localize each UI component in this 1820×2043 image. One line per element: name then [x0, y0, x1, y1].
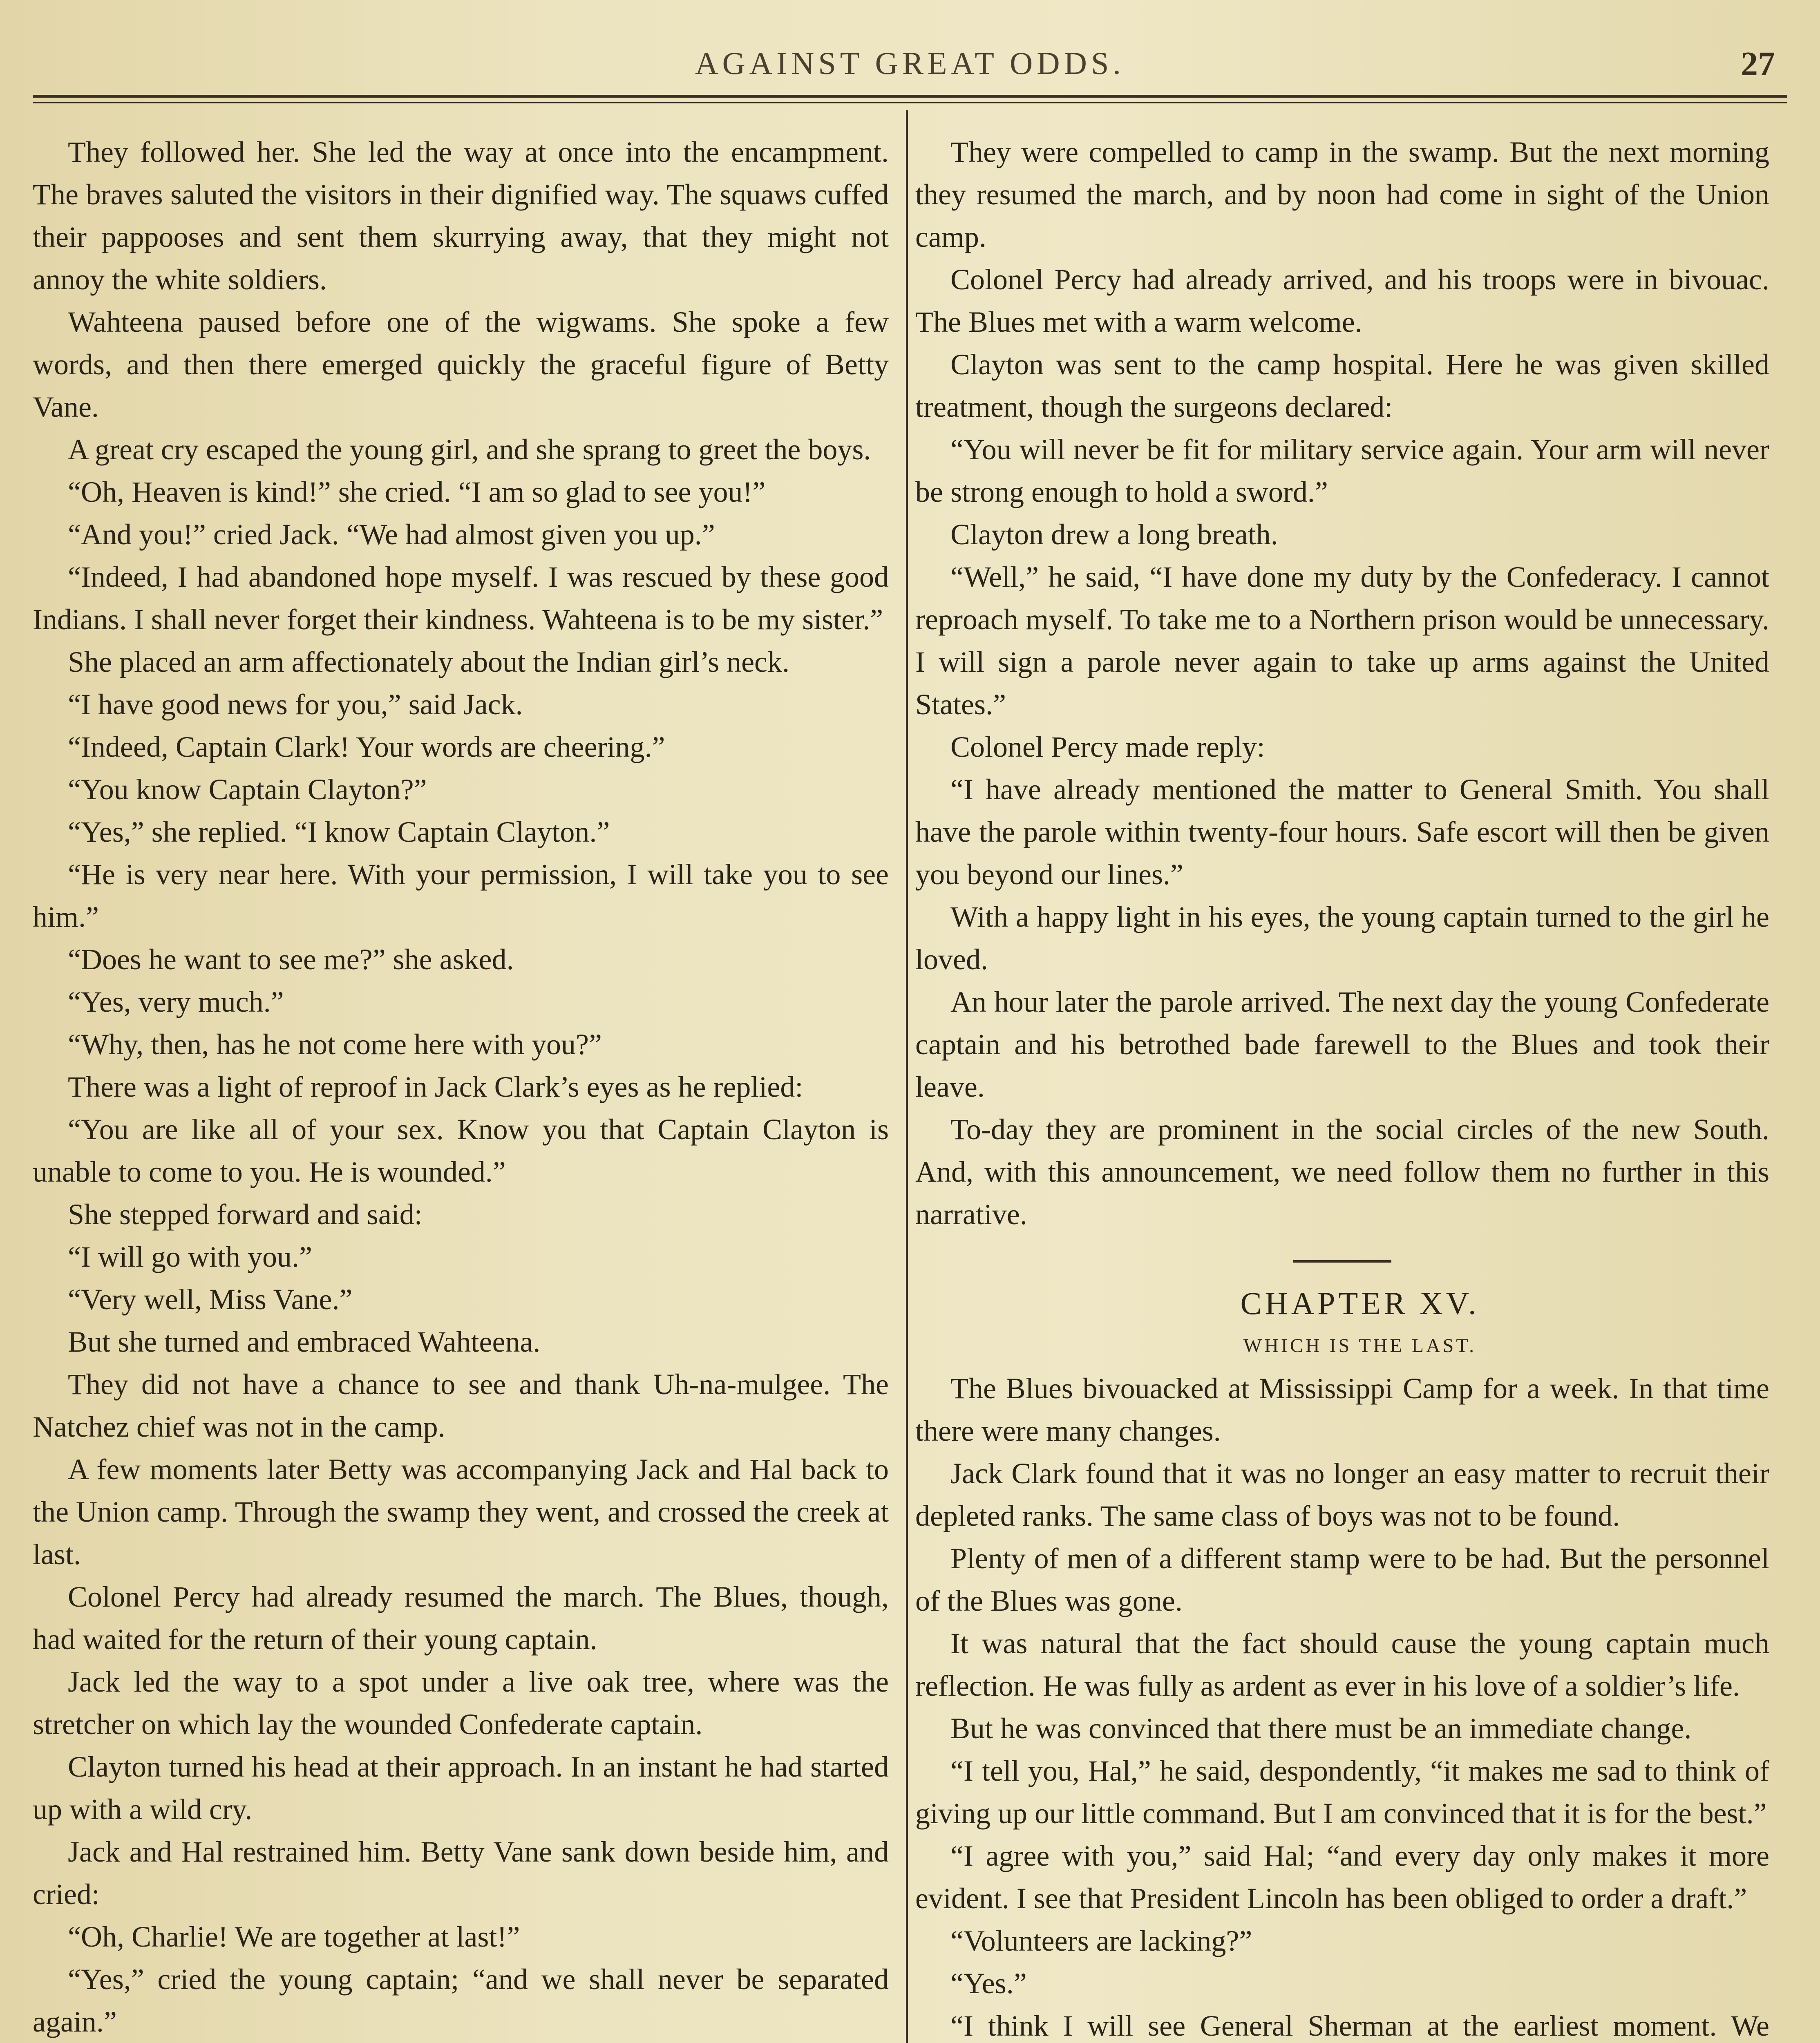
paragraph: A few moments later Betty was accompanying Jack and Hal back to the Union camp. Through the swamp they went, and crossed the creek at last.	[33, 1453, 889, 1571]
paragraph: “Yes,” cried the young captain; “and we shall never be separated again.”	[33, 1963, 889, 2038]
paragraph: Clayton drew a long breath.	[950, 518, 1278, 551]
paragraph: “Well,” he said, “I have done my duty by the Confederacy. I cannot reproach myself. To take me to a Northern prison would be unnecessary. I will sign a parole never again to take up arms against the United States.”	[915, 561, 1769, 721]
paragraph: “Does he want to see me?” she asked.	[68, 943, 514, 976]
paragraph: Jack and Hal restrained him. Betty Vane sank down beside him, and cried:	[33, 1835, 889, 1911]
paragraph: Colonel Percy made reply:	[950, 731, 1265, 763]
paragraph: “I will go with you.”	[68, 1241, 312, 1273]
paragraph: She placed an arm affectionately about the Indian girl’s neck.	[68, 646, 790, 678]
paragraph: “I think I will see General Sherman at the earliest moment. We	[950, 2009, 1769, 2042]
left-column	[33, 131, 889, 2043]
paragraph: The Blues bivouacked at Mississippi Camp for a week. In that time there were many changes.	[915, 1372, 1769, 1447]
section-rule	[1293, 1260, 1391, 1263]
paragraph: Plenty of men of a different stamp were to be had. But the personnel of the Blues was gone.	[915, 1542, 1769, 1617]
right-paragraphs-after	[915, 1367, 1769, 2043]
paragraph: She stepped forward and said:	[68, 1198, 423, 1231]
paragraph: With a happy light in his eyes, the young captain turned to the girl he loved.	[915, 901, 1769, 976]
paragraph: “Oh, Charlie! We are together at last!”	[68, 1920, 520, 1953]
paragraph: But he was convinced that there must be an immediate change.	[950, 1712, 1692, 1745]
right-paragraphs-before	[915, 131, 1769, 1236]
chapter-title: CHAPTER XV.	[1240, 1285, 1480, 1321]
paragraph: “Volunteers are lacking?”	[950, 1925, 1252, 1957]
page-number: 27	[1741, 45, 1775, 83]
paragraph: But she turned and embraced Wahteena.	[68, 1325, 541, 1358]
left-paragraphs	[33, 131, 889, 2043]
paragraph: Jack Clark found that it was no longer an easy matter to recruit their depleted ranks. The same class of boys was not to be found.	[915, 1457, 1769, 1532]
paragraph: “You are like all of your sex. Know you that Captain Clayton is unable to come to you. He is wounded.”	[33, 1113, 889, 1188]
paragraph: Colonel Percy had already resumed the march. The Blues, though, had waited for the return of their young captain.	[33, 1580, 889, 1656]
paragraph: “I agree with you,” said Hal; “and every day only makes it more evident. I see that President Lincoln has been obliged to order a draft.”	[915, 1840, 1769, 1915]
paragraph: “Oh, Heaven is kind!” she cried. “I am so glad to see you!”	[68, 476, 766, 508]
paragraph: “I tell you, Hal,” he said, despondently, “it makes me sad to think of giving up our little command. But I am convinced that it is for the best.”	[915, 1755, 1769, 1830]
right-column	[915, 131, 1769, 2043]
paragraph: “Very well, Miss Vane.”	[68, 1283, 353, 1316]
paragraph: “I have already mentioned the matter to General Smith. You shall have the parole within twenty-four hours. Safe escort will then be given you beyond our lines.”	[915, 773, 1769, 891]
paragraph: “You know Captain Clayton?”	[68, 773, 427, 806]
paragraph: “Why, then, has he not come here with you?”	[68, 1028, 602, 1061]
paragraph: Colonel Percy had already arrived, and his troops were in bivouac. The Blues met with a warm welcome.	[915, 263, 1769, 338]
paragraph: “Yes.”	[950, 1967, 1027, 2000]
paragraph: “And you!” cried Jack. “We had almost given you up.”	[68, 518, 715, 551]
paragraph: They followed her. She led the way at once into the encampment. The braves saluted the visitors in their dignified way. The squaws cuffed their pappooses and sent them skurrying away, that they might not annoy the white soldiers.	[33, 136, 889, 296]
paragraph: An hour later the parole arrived. The next day the young Confederate captain and his betrothed bade farewell to the Blues and took their leave.	[915, 986, 1769, 1103]
paragraph: There was a light of reproof in Jack Clark’s eyes as he replied:	[68, 1071, 803, 1103]
column-divider	[906, 110, 908, 2043]
paragraph: Clayton turned his head at their approach. In an instant he had started up with a wild cry.	[33, 1750, 889, 1826]
paragraph: Wahteena paused before one of the wigwams. She spoke a few words, and then there emerged quickly the graceful figure of Betty Vane.	[33, 306, 889, 423]
page-header	[33, 25, 1787, 86]
paragraph: “Indeed, Captain Clark! Your words are cheering.”	[68, 731, 665, 763]
chapter-subtitle: WHICH IS THE LAST.	[1243, 1335, 1477, 1357]
paragraph: “You will never be fit for military service again. Your arm will never be strong enough to hold a sword.”	[915, 433, 1769, 508]
paragraph: Clayton was sent to the camp hospital. Here he was given skilled treatment, though the surgeons declared:	[915, 348, 1769, 423]
paragraph: “Indeed, I had abandoned hope myself. I was rescued by these good Indians. I shall never forget their kindness. Wahteena is to be my sister.”	[33, 561, 889, 636]
paragraph: “Yes, very much.”	[68, 986, 284, 1018]
paragraph: “He is very near here. With your permission, I will take you to see him.”	[33, 858, 889, 933]
paragraph: To-day they are prominent in the social circles of the new South. And, with this announcement, we need follow them no further in this narrative.	[915, 1113, 1769, 1231]
running-title: AGAINST GREAT ODDS.	[695, 45, 1125, 81]
paragraph: “Yes,” she replied. “I know Captain Clayton.”	[68, 816, 610, 848]
header-rule	[33, 95, 1787, 98]
paragraph: “I have good news for you,” said Jack.	[68, 688, 523, 721]
paragraph: They did not have a chance to see and thank Uh-na-mulgee. The Natchez chief was not in the camp.	[33, 1368, 889, 1443]
paragraph: It was natural that the fact should cause the young captain much reflection. He was fully as ardent as ever in his love of a soldier’s life.	[915, 1627, 1769, 1702]
header-rule-thin	[33, 102, 1787, 103]
paragraph: A great cry escaped the young girl, and she sprang to greet the boys.	[68, 433, 871, 466]
paragraph: They were compelled to camp in the swamp. But the next morning they resumed the march, and by noon had come in sight of the Union camp.	[915, 136, 1769, 253]
paragraph: Jack led the way to a spot under a live oak tree, where was the stretcher on which lay the wounded Confederate captain.	[33, 1665, 889, 1741]
